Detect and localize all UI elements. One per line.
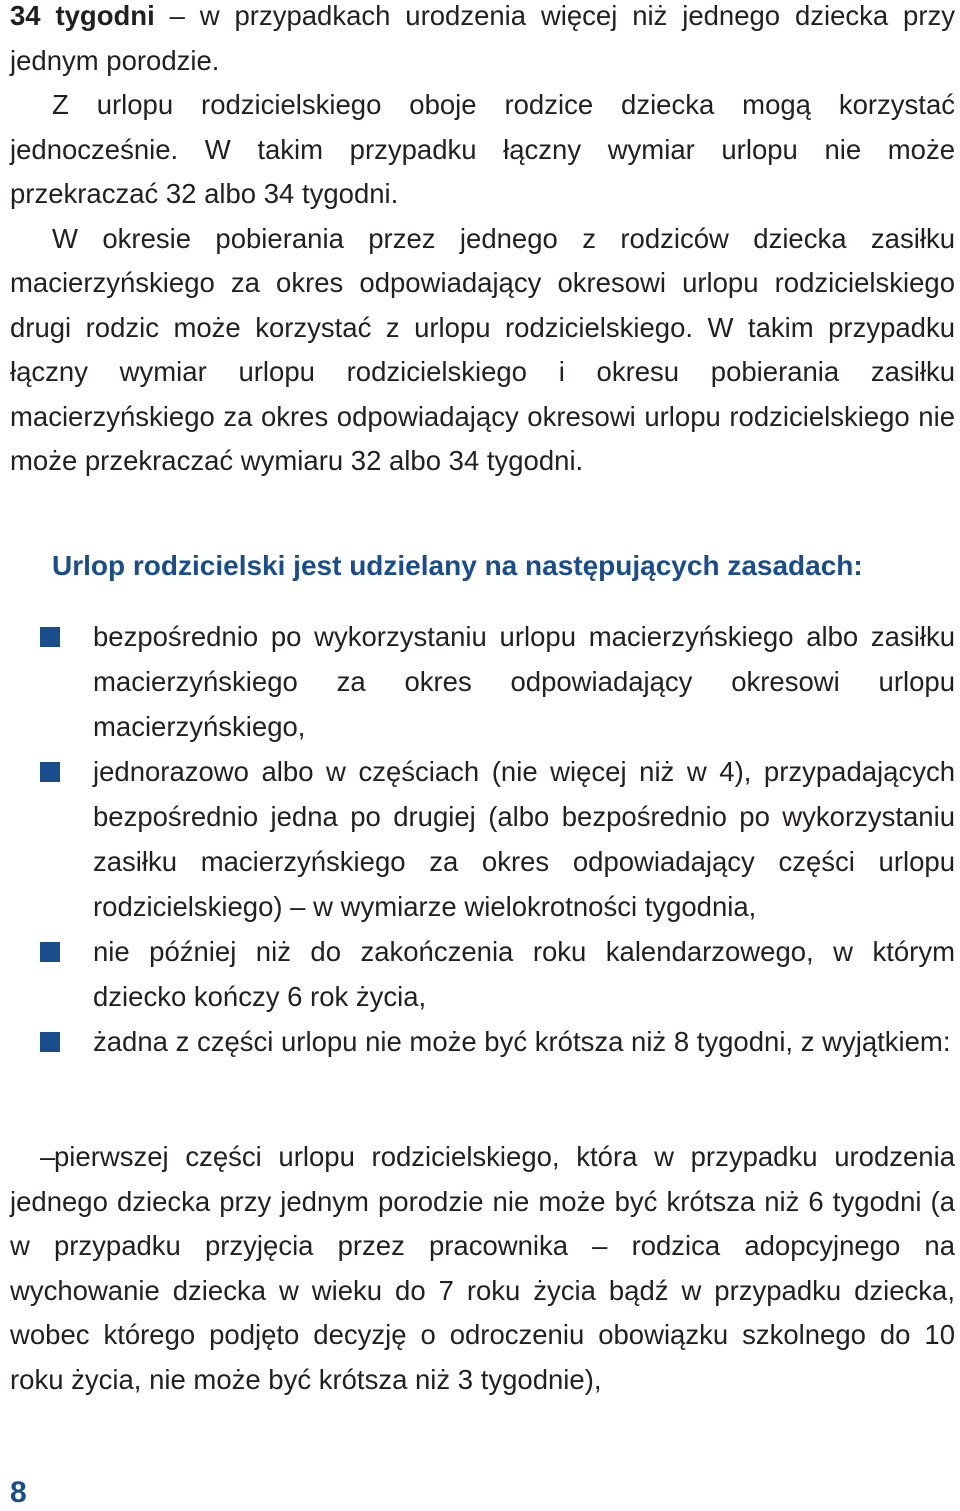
term-34-weeks-description: – w przypadkach urodzenia więcej niż jednego dziecka przy jednym porodzie. <box>10 0 956 76</box>
square-bullet-icon <box>40 1032 60 1052</box>
list-item <box>40 1019 955 1064</box>
exception-dash-item <box>10 1135 955 1402</box>
rules-list <box>40 614 955 1064</box>
term-34-weeks: 34 tygodni <box>10 0 155 31</box>
list-item <box>40 614 955 749</box>
square-bullet-icon <box>40 942 60 962</box>
list-item <box>40 929 955 1019</box>
paragraph-maternity-benefit: W okresie pobierania przez jednego z rodziców dziecka zasiłku macierzyńskiego za okres odpowiadający okresowi urlopu rodzicielskiego drugi rodzic może korzystać z urlopu rodzicielskiego. W takim przypadku łączny wymiar urlopu rodzicielskiego i okresu pobierania zasiłku macierzyńskiego za okres odpowiadający okresowi urlopu rodzicielskiego nie może przekraczać wymiaru 32 albo 34 tygodni. <box>10 222 955 476</box>
list-item-text: jednorazowo albo w częściach (nie więcej niż w 4), przypadających bezpośrednio jedna po drugiej (albo bezpośrednio po wykorzystaniu zasiłku macierzyńskiego za okres odpowiadający części urlopu rodzicielskiego) – w wymiarze wielokrotności tygodnia, <box>93 756 955 922</box>
square-bullet-icon <box>40 762 60 782</box>
exception-text: pierwszej części urlopu rodzicielskiego, która w przypadku urodzenia jednego dziecka przy jednym porodzie nie może być krótsza niż 6 tygodni (a w przypadku przyjęcia przez pracownika – rodzica adopcyjnego na wychowanie dziecka w wieku do 7 roku życia bądź w przypadku dziecka, wobec którego podjęto decyzję o odroczeniu obowiązku szkolnego do 10 roku życia, nie może być krótsza niż 3 tygodnie), <box>10 1141 955 1395</box>
section-heading: Urlop rodzicielski jest udzielany na następujących zasadach: <box>52 550 863 581</box>
page-number: 8 <box>10 1476 27 1509</box>
list-item-text: żadna z części urlopu nie może być krótsza niż 8 tygodni, z wyjątkiem: <box>93 1026 951 1057</box>
document-body <box>10 0 955 484</box>
square-bullet-icon <box>40 627 60 647</box>
paragraph-34-weeks <box>10 0 955 83</box>
paragraph-joint-leave: Z urlopu rodzicielskiego oboje rodzice dziecka mogą korzystać jednocześnie. W takim przypadku łączny wymiar urlopu nie może przekraczać 32 albo 34 tygodni. <box>10 89 955 209</box>
dash-mark: – <box>40 1141 56 1172</box>
list-item-text: bezpośrednio po wykorzystaniu urlopu macierzyńskiego albo zasiłku macierzyńskiego za okres odpowiadający okresowi urlopu macierzyńskiego, <box>93 621 955 742</box>
list-item-text: nie później niż do zakończenia roku kalendarzowego, w którym dziecko kończy 6 rok życia, <box>93 936 955 1012</box>
list-item <box>40 749 955 929</box>
